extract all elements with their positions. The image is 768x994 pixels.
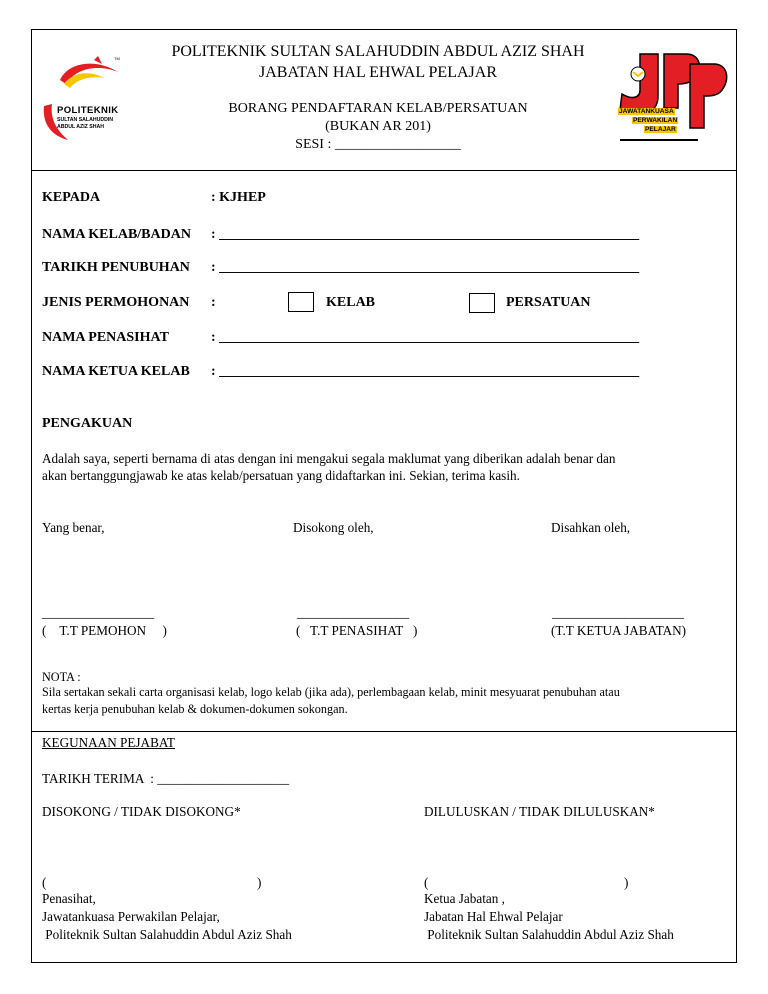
nama-penasihat-field[interactable]: : ____________________________________________________________ xyxy=(211,330,640,345)
kegunaan-pejabat-heading: KEGUNAAN PEJABAT xyxy=(42,735,175,750)
kepada-label: KEPADA xyxy=(42,190,101,205)
tarikh-penubuhan-field[interactable]: : ____________________________________________________________ xyxy=(211,260,640,275)
pengakuan-line-1: Adalah saya, seperti bernama di atas dengan ini mengakui segala maklumat yang diberikan adalah benar dan xyxy=(42,451,616,466)
penasihat-caption: ( T.T PENASIHAT ) xyxy=(296,623,418,638)
session-field[interactable]: SESI : __________________ xyxy=(295,137,461,152)
penasihat-signature-line[interactable]: _________________ xyxy=(297,605,410,620)
penasihat-name-close: ) xyxy=(257,875,262,890)
kepada-value: : KJHEP xyxy=(211,190,266,205)
jpp-text-line2: PERWAKILAN xyxy=(633,117,678,124)
yang-benar-label: Yang benar, xyxy=(42,520,105,535)
header-divider xyxy=(31,170,737,171)
persatuan-option-label: PERSATUAN xyxy=(506,295,591,310)
penasihat-title-1: Penasihat, xyxy=(42,891,96,906)
logo-text-line2: SULTAN SALAHUDDIN xyxy=(57,117,113,123)
disahkan-oleh-label: Disahkan oleh, xyxy=(551,520,631,535)
persatuan-checkbox[interactable] xyxy=(469,293,495,313)
nama-kelab-field[interactable]: : ____________________________________________________________ xyxy=(211,227,640,242)
logo-text-line1: POLITEKNIK xyxy=(57,105,119,116)
jpp-text-line1: JAWATANKUASA xyxy=(619,108,674,115)
pemohon-caption: ( T.T PEMOHON ) xyxy=(42,623,167,638)
nota-line-2: kertas kerja penubuhan kelab & dokumen-dokumen sokongan. xyxy=(42,702,348,716)
ketua-title-2: Jabatan Hal Ehwal Pelajar xyxy=(424,909,563,924)
penasihat-title-3: Politeknik Sultan Salahuddin Abdul Aziz Shah xyxy=(42,927,292,942)
ketua-jabatan-signature-line[interactable]: ____________________ xyxy=(552,605,684,620)
logo-text-line3: ABDUL AZIZ SHAH xyxy=(57,124,104,130)
jpp-text-line3: PELAJAR xyxy=(645,126,676,133)
kelab-checkbox[interactable] xyxy=(288,292,314,312)
kelab-option-label: KELAB xyxy=(326,295,376,310)
nota-heading: NOTA : xyxy=(42,670,81,684)
form-title: BORANG PENDAFTARAN KELAB/PERSATUAN xyxy=(228,101,528,116)
pengakuan-heading: PENGAKUAN xyxy=(42,416,133,431)
ketua-title-1: Ketua Jabatan , xyxy=(424,891,505,906)
tarikh-penubuhan-label: TARIKH PENUBUHAN xyxy=(42,260,190,275)
nama-ketua-label: NAMA KETUA KELAB xyxy=(42,364,190,379)
disokong-oleh-label: Disokong oleh, xyxy=(293,520,374,535)
diluluskan-status: DILULUSKAN / TIDAK DILULUSKAN* xyxy=(424,804,655,819)
form-code: (BUKAN AR 201) xyxy=(325,119,431,134)
ketua-name-close: ) xyxy=(624,875,629,890)
disokong-status: DISOKONG / TIDAK DISOKONG* xyxy=(42,804,241,819)
tarikh-terima-field[interactable]: TARIKH TERIMA : ____________________ xyxy=(42,771,290,786)
svg-text:TM: TM xyxy=(114,56,120,61)
penasihat-title-2: Jawatankuasa Perwakilan Pelajar, xyxy=(42,909,220,924)
nota-line-1: Sila sertakan sekali carta organisasi kelab, logo kelab (jika ada), perlembagaan kelab, minit mesyuarat penubuhan atau xyxy=(42,685,620,699)
ketua-jabatan-caption: (T.T KETUA JABATAN) xyxy=(551,623,687,638)
institution-title: POLITEKNIK SULTAN SALAHUDDIN ABDUL AZIZ SHAH xyxy=(171,43,585,60)
jenis-permohonan-colon: : xyxy=(211,295,216,310)
nama-ketua-field[interactable]: : ____________________________________________________________ xyxy=(211,364,640,379)
department-title: JABATAN HAL EHWAL PELAJAR xyxy=(259,64,497,81)
ketua-name-open: ( xyxy=(424,875,429,890)
penasihat-name-open: ( xyxy=(42,875,47,890)
jenis-permohonan-label: JENIS PERMOHONAN xyxy=(42,295,190,310)
nama-kelab-label: NAMA KELAB/BADAN xyxy=(42,227,191,242)
pengakuan-line-2: akan bertanggungjawab ke atas kelab/persatuan yang didaftarkan ini. Sekian, terima kasih. xyxy=(42,468,520,483)
nama-penasihat-label: NAMA PENASIHAT xyxy=(42,330,169,345)
ketua-title-3: Politeknik Sultan Salahuddin Abdul Aziz Shah xyxy=(424,927,674,942)
office-divider xyxy=(31,731,737,732)
pemohon-signature-line[interactable]: _________________ xyxy=(42,605,155,620)
